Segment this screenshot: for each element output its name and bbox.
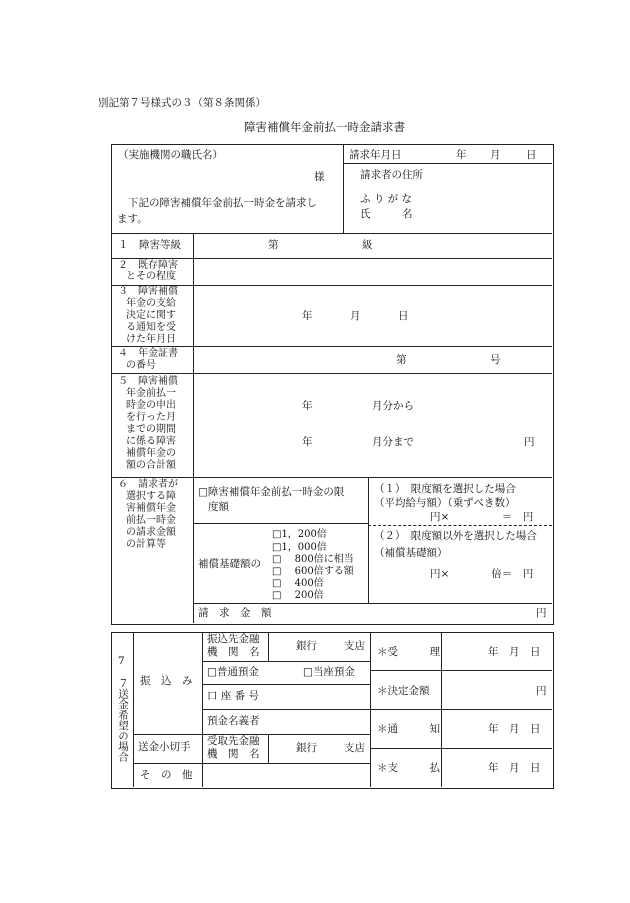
total-label-7: 補償年金の [126,448,176,459]
account-number-label: 口 座 番 号 [207,690,260,702]
limit-option-checkbox[interactable]: □障害補償年金前払一時金の限 [198,486,345,498]
certificate-label-1: ４ 年金証書 [118,348,178,359]
recv-institution-label-1: 受取先金融 [207,735,260,747]
date-day: 日 [526,149,537,161]
sama-label: 様 [314,171,325,183]
request-text-line2: ます。 [117,213,148,225]
decision-month: 月 [350,310,361,322]
current-deposit-checkbox[interactable]: □当座預金 [303,666,355,678]
furikomi-label: 振 込 み [140,675,193,687]
total-label-1: ５ 障害補償 [118,376,178,387]
certificate-dai: 第 [396,354,407,366]
address-label: 請求者の住所 [360,169,423,181]
decision-label-5: けた年月日 [126,334,176,345]
existing-disability-label-1: ２ 既存障害 [118,260,178,271]
calc-label-4: 前払一時金 [126,515,176,526]
period-start-suffix: 月分から [372,400,414,412]
branch-label: 支店 [344,640,365,652]
payment-label: ＊支 払 [377,762,440,774]
total-label-8: 額の合計額 [126,460,176,471]
calc-label-6: の計算等 [126,539,166,550]
decision-label-2: 年金の支給 [126,298,176,309]
decision-label-3: 決定に関す [126,310,176,321]
total-label-4: を行った月 [126,412,176,423]
ordinary-deposit-checkbox[interactable]: □普通預金 [207,666,259,678]
total-label-6: に係る障害 [126,436,176,447]
payment-date: 年 月 日 [488,762,541,774]
multiple-600-checkbox[interactable]: □ 600倍する額 [272,566,354,577]
claim-amount-yen: 円 [536,607,547,619]
limit-option-label-2: 度額 [208,501,229,513]
decision-year: 年 [302,310,313,322]
calc-label-3: 害補償年金 [126,503,176,514]
form-title: 障害補償年金前払一時金請求書 [244,120,405,134]
certificate-go: 号 [490,354,501,366]
name-label: 氏 名 [360,208,413,220]
institution-label-2: 機 関 名 [207,646,260,658]
decided-amount-yen: 円 [536,685,547,697]
bank-label: 銀行 [296,640,317,652]
decision-label-1: ３ 障害補償 [118,286,178,297]
multiple-400-checkbox[interactable]: □ 400倍 [272,578,324,589]
check-label: 送金小切手 [138,741,191,753]
decision-label-4: る通知を受 [126,322,176,333]
total-label-3: 時金の申出 [126,400,176,411]
case1-subtitle: （平均給与額）（乗ずべき数） [374,497,516,509]
receipt-label: ＊受 理 [377,646,440,658]
decision-day: 日 [398,310,409,322]
recv-branch-label: 支店 [344,742,365,754]
date-year: 年 [456,149,467,161]
notice-date: 年 月 日 [488,723,541,735]
period-end-year: 年 [302,436,313,448]
institution-label-1: 振込先金融 [207,633,260,645]
agency-label: （実施機関の職氏名） [118,149,223,161]
period-start-year: 年 [302,400,313,412]
total-label-5: までの期間 [126,424,176,435]
existing-disability-label-2: とその程度 [126,271,176,282]
other-label: そ の 他 [140,769,193,781]
request-date-label: 請求年月日 [349,149,402,161]
multiple-800-checkbox[interactable]: □ 800倍に相当 [272,554,354,565]
grade-dai: 第 [268,239,279,251]
case2-title: （２） 限度額以外を選択した場合 [374,530,537,542]
recv-bank-label: 銀行 [296,742,317,754]
total-yen: 円 [524,436,535,448]
period-end-suffix: 月分まで [372,436,414,448]
grade-label: １ 障害等級 [118,239,181,251]
base-amount-label: 補償基礎額の [198,558,261,570]
case1-title: （１） 限度額を選択した場合 [374,483,516,495]
account-holder-label: 預金名義者 [207,715,260,727]
request-text-line1: 下記の障害補償年金前払一時金を請求し [128,197,317,209]
case1-calc: 円× ＝ 円 [430,511,534,523]
multiple-1200-checkbox[interactable]: □1，200倍 [272,529,327,540]
section-7-label: ７送金希望の場合 [117,678,130,762]
section-7-number: 7 [118,655,125,667]
case2-calc: 円× 倍＝ 円 [430,568,534,580]
multiple-200-checkbox[interactable]: □ 200倍 [272,590,324,601]
recv-institution-label-2: 機 関 名 [207,748,260,760]
calc-label-2: 選択する障 [126,491,176,502]
calc-label-1: ６ 請求者が [118,479,178,490]
claim-amount-label: 請 求 金 額 [198,607,272,619]
grade-kyu: 級 [362,239,373,251]
case2-subtitle: （補償基礎額） [374,547,448,559]
form-reference: 別記第７号様式の３（第８条関係） [98,97,266,109]
multiple-1000-checkbox[interactable]: □1，000倍 [272,542,327,553]
receipt-date: 年 月 日 [488,646,541,658]
certificate-label-2: の番号 [126,360,156,371]
date-month: 月 [490,149,501,161]
notice-label: ＊通 知 [377,723,440,735]
total-label-2: 年金前払一 [126,388,176,399]
decided-amount-label: ＊決定金額 [377,685,430,697]
furigana-label: ふ り が な [360,193,413,205]
calc-label-5: の請求金額 [126,527,176,538]
